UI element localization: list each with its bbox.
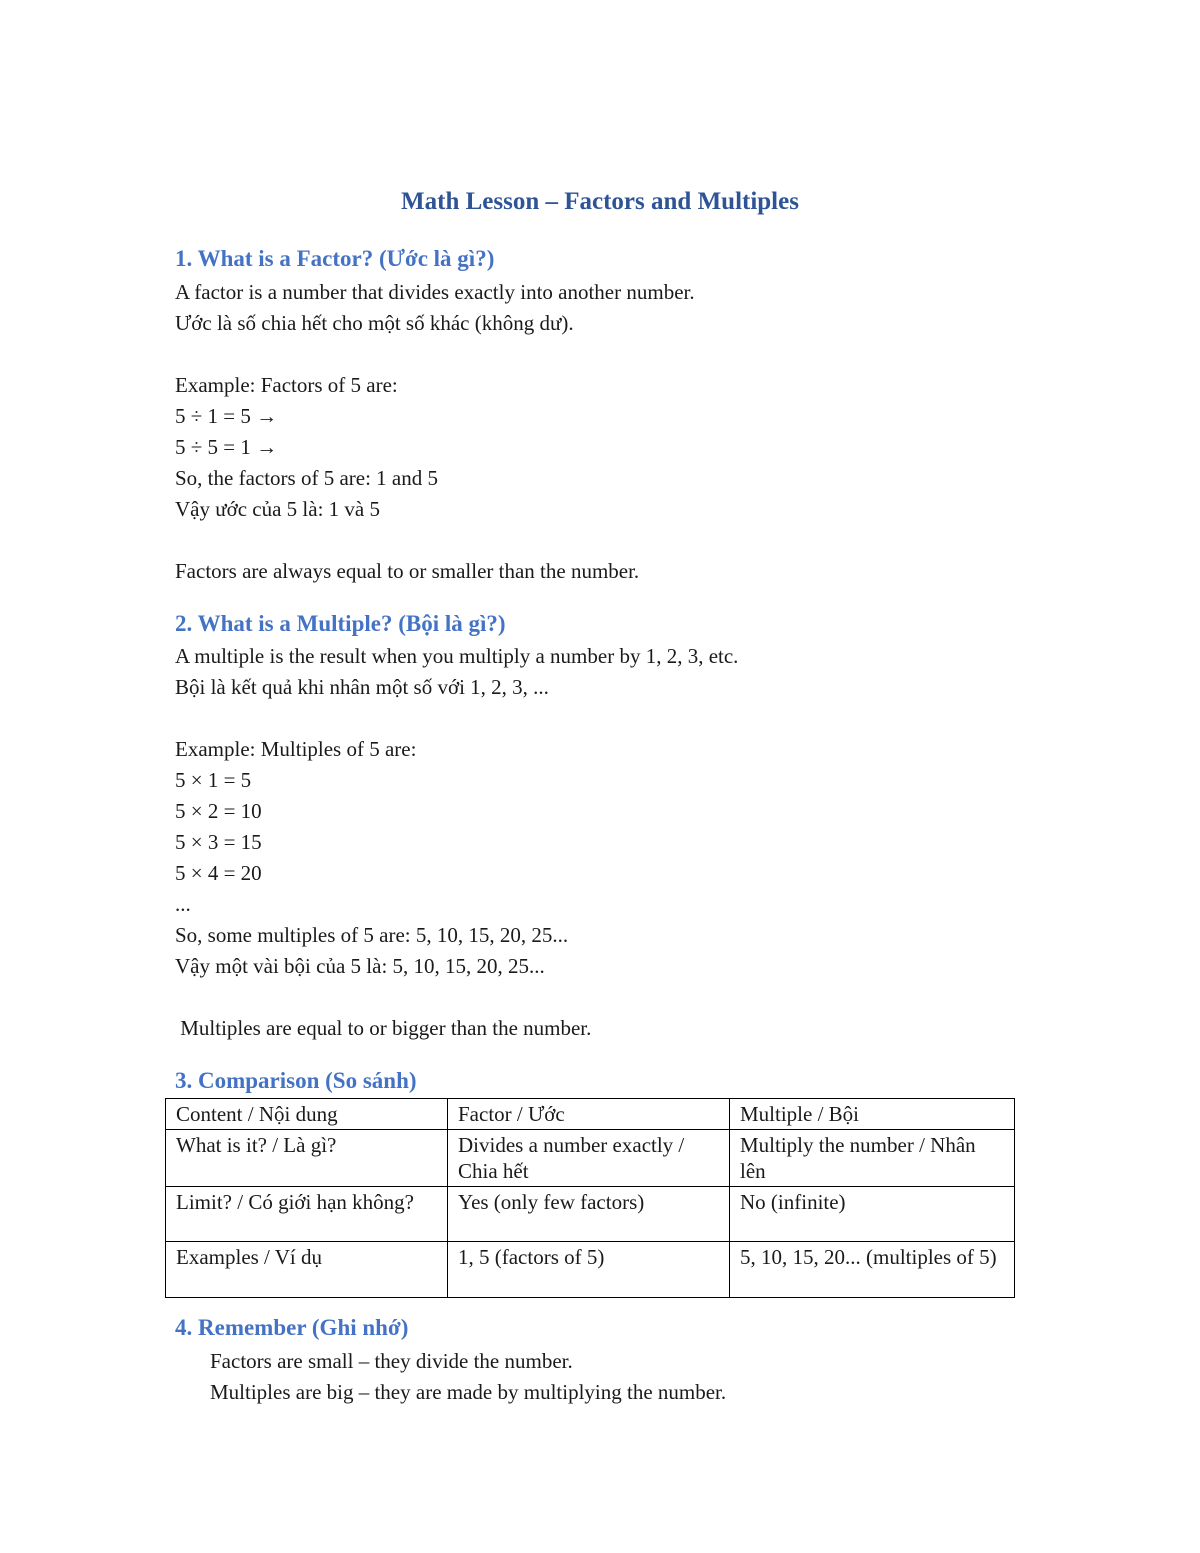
page-title: Math Lesson – Factors and Multiples bbox=[401, 188, 799, 215]
section-2-conclusion-vi: Vậy một vài bội của 5 là: 5, 10, 15, 20, 25... bbox=[175, 954, 545, 978]
section-2-note: Multiples are equal to or bigger than the number. bbox=[175, 1016, 592, 1040]
section-2-ellipsis: ... bbox=[175, 892, 191, 916]
section-2-line-1: A multiple is the result when you multiply a number by 1, 2, 3, etc. bbox=[175, 644, 739, 668]
table-cell: No (infinite) bbox=[730, 1187, 1015, 1242]
section-1-line-2: Ước là số chia hết cho một số khác (không dư). bbox=[175, 311, 574, 335]
table-cell: 5, 10, 15, 20... (multiples of 5) bbox=[730, 1242, 1015, 1298]
table-header-cell: Content / Nội dung bbox=[166, 1099, 448, 1130]
table-header-cell: Multiple / Bội bbox=[730, 1099, 1015, 1130]
section-2-conclusion: So, some multiples of 5 are: 5, 10, 15, 20, 25... bbox=[175, 923, 569, 947]
section-4-heading: 4. Remember (Ghi nhớ) bbox=[175, 1315, 409, 1340]
table-cell: What is it? / Là gì? bbox=[166, 1130, 448, 1187]
table-row bbox=[166, 1099, 1015, 1130]
section-1-example: Example: Factors of 5 are: bbox=[175, 373, 398, 397]
section-1-line-1: A factor is a number that divides exactly into another number. bbox=[175, 280, 695, 304]
section-1-note: Factors are always equal to or smaller than the number. bbox=[175, 559, 640, 583]
section-1-conclusion: So, the factors of 5 are: 1 and 5 bbox=[175, 466, 439, 490]
section-4-line-1: Factors are small – they divide the number. bbox=[210, 1349, 573, 1373]
table-cell: Limit? / Có giới hạn không? bbox=[166, 1187, 448, 1242]
section-2-example: Example: Multiples of 5 are: bbox=[175, 737, 417, 761]
section-1-heading: 1. What is a Factor? (Ước là gì?) bbox=[175, 246, 495, 271]
section-2-equation-4: 5 × 4 = 20 bbox=[175, 861, 262, 885]
section-1-equation-2: 5 ÷ 5 = 1 → bbox=[175, 435, 278, 459]
table-cell: Multiply the number / Nhân lên bbox=[730, 1130, 1015, 1187]
comparison-table bbox=[165, 1098, 1015, 1298]
table-row bbox=[166, 1130, 1015, 1187]
section-3-heading: 3. Comparison (So sánh) bbox=[175, 1068, 417, 1093]
table-row bbox=[166, 1242, 1015, 1298]
section-2-heading: 2. What is a Multiple? (Bội là gì?) bbox=[175, 611, 506, 636]
table-cell: Yes (only few factors) bbox=[448, 1187, 730, 1242]
table-cell: Divides a number exactly / Chia hết bbox=[448, 1130, 730, 1187]
table-cell: Examples / Ví dụ bbox=[166, 1242, 448, 1298]
table-header-cell: Factor / Ước bbox=[448, 1099, 730, 1130]
section-1-conclusion-vi: Vậy ước của 5 là: 1 và 5 bbox=[175, 497, 380, 521]
section-4-line-2: Multiples are big – they are made by multiplying the number. bbox=[210, 1380, 727, 1404]
section-2-equation-2: 5 × 2 = 10 bbox=[175, 799, 262, 823]
section-2-line-2: Bội là kết quả khi nhân một số với 1, 2, 3, ... bbox=[175, 675, 549, 699]
section-1-equation-1: 5 ÷ 1 = 5 → bbox=[175, 404, 278, 428]
table-row bbox=[166, 1187, 1015, 1242]
section-2-equation-1: 5 × 1 = 5 bbox=[175, 768, 252, 792]
section-2-equation-3: 5 × 3 = 15 bbox=[175, 830, 262, 854]
table-cell: 1, 5 (factors of 5) bbox=[448, 1242, 730, 1298]
